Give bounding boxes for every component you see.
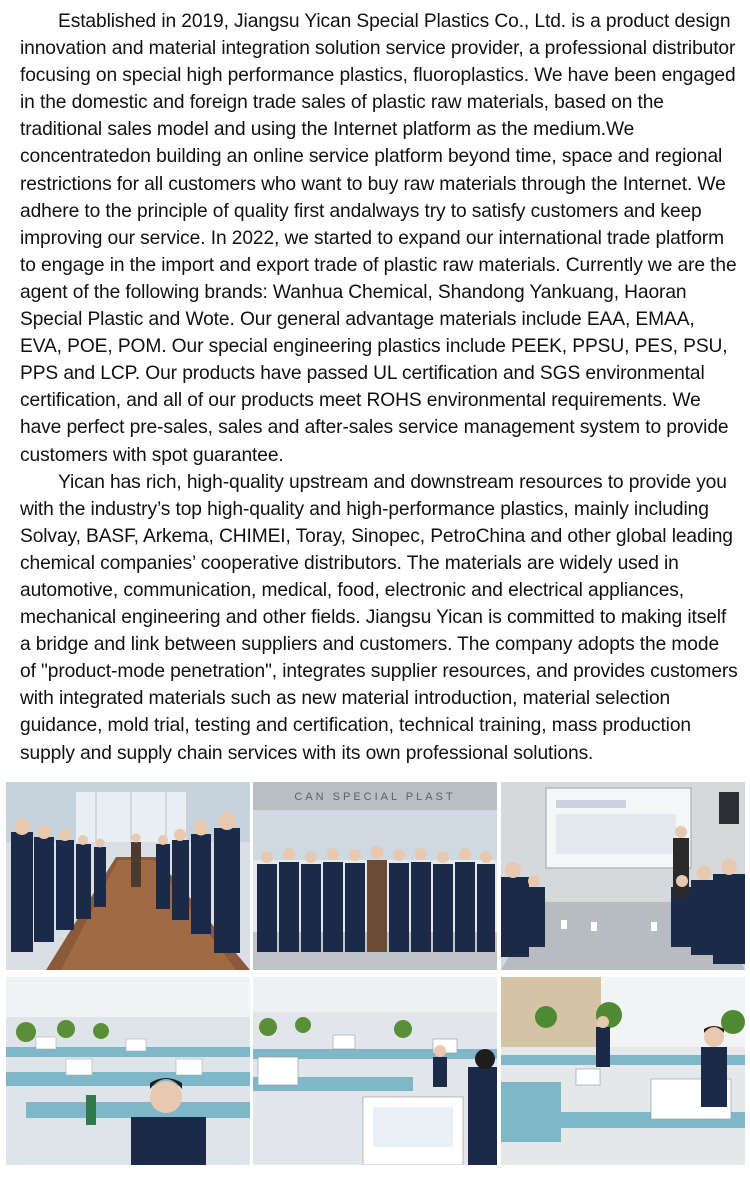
- photo-office-workstations-3: [501, 977, 745, 1165]
- photo-team-group: [253, 782, 497, 970]
- photo-presentation-meeting: [501, 782, 745, 970]
- intro-paragraph-2: Yican has rich, high-quality upstream and downstream resources to provide you with the industry’s top high-quality and high-performance plastics, mainly including Solvay, BASF, Arkema, CHIMEI, Toray, Sinopec, PetroChina and other global leading chemical companies’ cooperative distributors. The materials are widely used in automotive, communication, medical, food, electronic and electrical appliances, mechanical engineering and other fields. Jiangsu Yican is committed to making itself a bridge and link between suppliers and customers. The company adopts the mode of "product-mode penetration", integrates supplier resources, and provides customers with integrated materials such as new material introduction, material selection guidance, mold trial, testing and certification, technical training, mass production supply and supply chain services with its own professional solutions.: [20, 471, 738, 764]
- photo-office-workstations-2: [253, 977, 497, 1165]
- photo-office-workstations-1: [6, 977, 250, 1165]
- company-sign-text: CAN SPECIAL PLAST: [294, 791, 456, 803]
- photo-meeting-room-lineup: [6, 782, 250, 970]
- company-introduction: [20, 8, 740, 767]
- intro-paragraph-1: Established in 2019, Jiangsu Yican Special Plastics Co., Ltd. is a product design innovation and material integration solution service provider, a professional distributor focusing on special high performance plastics, fluoroplastics. We have been engaged in the domestic and foreign trade sales of plastic raw materials, based on the traditional sales model and using the Internet platform as the medium.We concentratedon building an online service platform beyond time, space and regional restrictions for all customers who want to buy raw materials through the Internet. We adhere to the principle of quality first andalways try to satisfy customers and keep improving our service. In 2022, we started to expand our international trade platform to engage in the import and export trade of plastic raw materials. Currently we are the agent of the following brands: Wanhua Chemical, Shandong Yankuang, Haoran Special Plastic and Wote. Our general advantage materials include EAA, EMAA, EVA, POE, POM. Our special engineering plastics include PEEK, PPSU, PES, PSU, PPS and LCP. Our products have passed UL certification and SGS environmental certification, and all of our products meet ROHS environmental requirements. We have perfect pre-sales, sales and after-sales service management system to provide customers with spot guarantee.: [20, 11, 737, 466]
